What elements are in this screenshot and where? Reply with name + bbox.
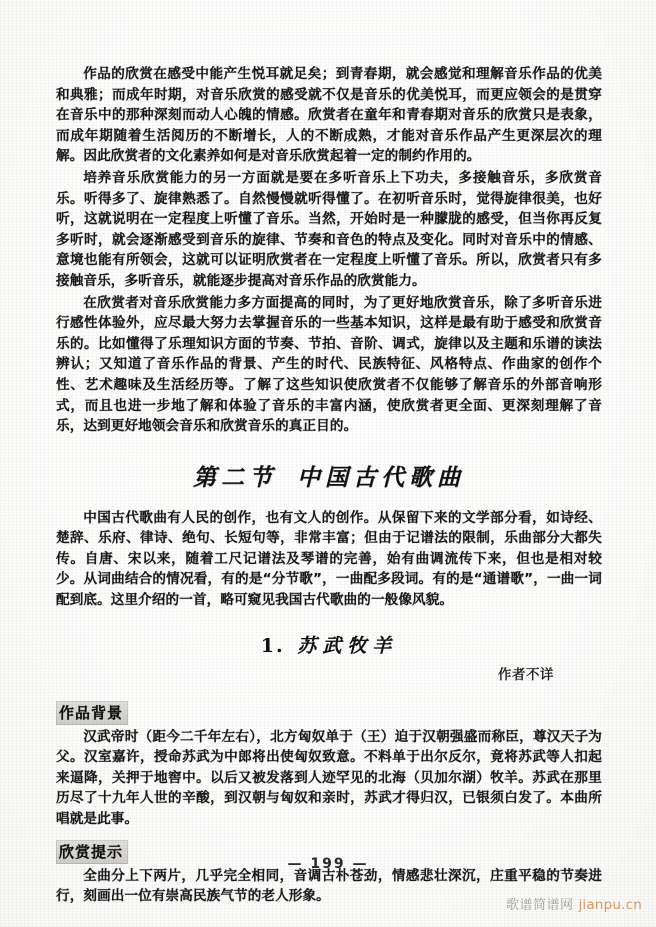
background-label: 作品背景 (56, 701, 128, 725)
paragraph-intro-1: 作品的欣赏在感受中能产生悦耳就足矣；到青春期，就会感觉和理解音乐作品的优美和典雅；而成年时期，对音乐欣赏的感受就不仅是音乐的优美悦耳，而更应领会的是贯穿在音乐中的那种深刻而动人心魄的情感。欣赏者在童年和青春期对音乐的欣赏只是表象，而成年期随着生活阅历的不断增长，人的不断成熟，才能对音乐作品产生更深层次的理解。因此欣赏者的文化素养如何是对音乐欣赏起着一定的制约作用的。 (56, 66, 602, 165)
page-number: — 199 — (287, 856, 369, 872)
page-content (56, 64, 602, 911)
song-heading (56, 631, 602, 658)
appreciation-text: 全曲分上下两片，几乎完全相同，音调古朴苍劲，情感悲壮深沉，庄重平稳的节奏进行，刻画出一位有崇高民族气节的老人形象。 (56, 867, 602, 905)
paragraph-intro-2: 培养音乐欣赏能力的另一方面就是要在多听音乐上下功夫，多接触音乐，多欣赏音乐。听得多了、旋律熟悉了。自然慢慢就听得懂了。在初听音乐时，觉得旋律很美，也好听，这就说明在一定程度上听懂了音乐。当然，开始时是一种朦胧的感受，但当你再反复多听时，就会逐渐感受到音乐的旋律、节奏和音色的特点及变化。同时对音乐中的情感、意境也能有所领会，这就可以证明欣赏者在一定程度上听懂了音乐。所以，欣赏者只有多接触音乐，多听音乐，就能逐步提高对音乐作品的欣赏能力。 (56, 169, 602, 289)
paragraph-intro-3: 在欣赏者对音乐欣赏能力多方面提高的同时，为了更好地欣赏音乐，除了多听音乐进行感性体验外，应尽最大努力去掌握音乐的一些基本知识，这样是最有助于感受和欣赏音乐的。比如懂得了乐理知识方面的节奏、节拍、音阶、调式，旋律以及主题和乐谱的读法辨认；又知道了音乐作品的背景、产生的时代、民族特征、风格特点、作曲家的创作个性、艺术趣味及生活经历等。了解了这些知识使欣赏者不仅能够了解音乐的外部音响形式，而且也进一步地了解和体验了音乐的丰富内涵，使欣赏者更全面、更深刻理解了音乐，达到更好地领会音乐和欣赏音乐的真正目的。 (56, 294, 602, 435)
appreciation-label: 欣赏提示 (56, 840, 128, 864)
song-name: 苏武牧羊 (297, 634, 398, 657)
watermark-site-name: 歌谱简谱网 (505, 898, 574, 913)
watermark-site-url: jianpu.cn (578, 897, 642, 913)
paragraph-section-intro: 中国古代歌曲有人民的创作，也有文人的创作。从保留下来的文学部分看，如诗经、楚辞、乐府、律诗、绝句、长短句等，非常丰富；但由于记谱法的限制，乐曲部分大都失传。自唐、宋以来，随着工尺记谱法及琴谱的完善，始有曲调流传下来，但也是相对较少。从词曲结合的情况看，有的是“分节歌”，一曲配多段词。有的是“通谱歌”，一曲一词配到底。这里介绍的一首，略可窥见我国古代歌曲的一般像风貌。 (56, 509, 602, 609)
watermark (506, 894, 642, 913)
section-heading (56, 459, 602, 492)
section-heading-title: 中国古代歌曲 (297, 463, 465, 491)
background-text: 汉武帝时（距今二千年左右），北方匈奴单于（王）迫于汉朝强盛而称臣，尊汉天子为父。汉室嘉许，授命苏武为中郎将出使匈奴致意。不料单于出尔反尔，竟将苏武等人扣起来逼降，关押于地窖中。以后又被发落到人迹罕见的北海（贝加尔湖）牧羊。苏武在那里历尽了十九年人世的辛酸，到汉朝与匈奴和亲时，苏武才得归汉，已银须白发了。本曲所唱就是此事。 (56, 728, 602, 828)
section-heading-prefix: 第二节 (193, 463, 277, 491)
song-byline: 作者不详 (498, 667, 554, 683)
song-number: 1. (260, 634, 285, 657)
background-block (56, 695, 602, 830)
